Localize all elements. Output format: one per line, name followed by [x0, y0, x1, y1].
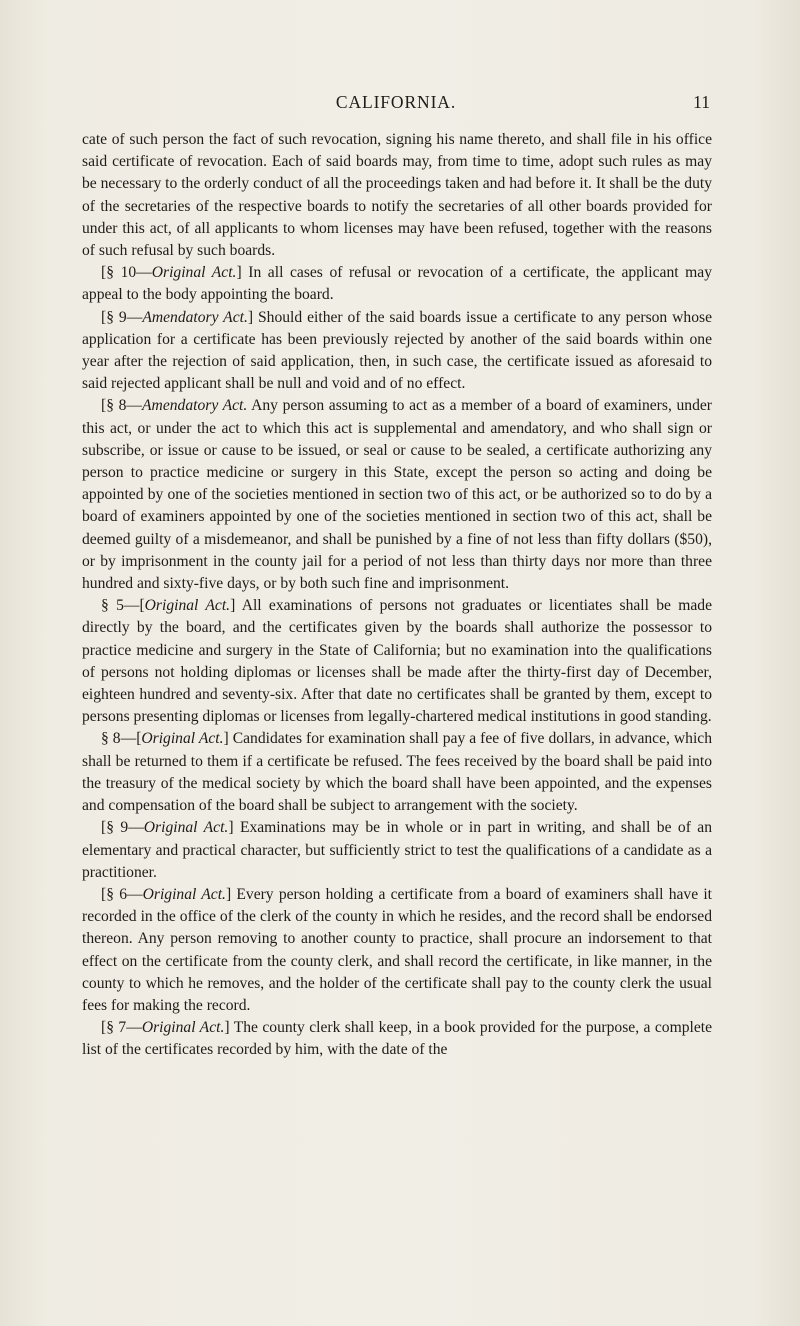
paragraph-section-10 [82, 262, 712, 306]
paragraph-text: Candidates for examination shall pay a fee of five dollars, in advance, which shall be returned to them if a certificate be refused. The fees received by the board shall be paid into the treasury of the medical society by which the board shall have been appointed, and the expenses and compensation of the board shall be subject to arrangement with the society. [82, 730, 713, 815]
paragraph-text: Every person holding a certificate from a board of examiners shall have it recorded in the office of the clerk of the county in which he resides, and the record shall be endorsed thereon. Any person removing to another county to practice, shall procure an indorsement to that effect on the certificate from the county clerk, and shall record the certificate, in like manner, in the county to which he removes, and the holder of the certificate shall pay to the county clerk the usual fees for making the record. [82, 885, 713, 1014]
section-reference: [§ 9—Original Act.] [101, 819, 234, 837]
paragraph-text: cate of such person the fact of such revocation, signing his name thereto, and shall file in his office said certificate of revocation. Each of said boards may, from time to time, adopt such rules as may be necessary to the orderly conduct of all the proceedings taken and had before it. It shall be the duty of the secretaries of the respective boards to notify the secretaries of all other boards provided for under this act, of all applicants to whom licenses may have been refused, together with the reasons of such refusal by such boards. [82, 131, 712, 260]
paragraph-section-9-original [82, 817, 712, 884]
act-label: Original Act. [141, 730, 224, 748]
body-text [82, 129, 712, 1062]
paragraph-text: Examinations may be in whole or in part in writing, and shall be of an elementary and practical character, but sufficiently strict to test the qualifications of a candidate as a practitioner. [82, 819, 713, 881]
act-label: Original Act. [143, 819, 229, 837]
paragraph-section-8-amendatory [82, 395, 712, 595]
paragraph-section-9-amendatory [82, 307, 712, 396]
paragraph-text: The county clerk shall keep, in a book provided for the purpose, a complete list of the certificates recorded by him, with the date of the [82, 1019, 713, 1059]
act-label: Amendatory Act. [142, 308, 248, 326]
act-label: Original Act. [144, 597, 231, 615]
section-reference: [§ 8—Amendatory Act. [101, 397, 248, 415]
paragraph-text: Any person assuming to act as a member of a board of examiners, under this act, or under the act to which this act is supplemental and amendatory, and who shall sign or subscribe, or issue or cause to be issued, or seal or cause to be sealed, a certificate authorizing any person to practice medicine or surgery in this State, except the person so acting and doing be appointed by one of the societies mentioned in section two of this act, or be authorized so to do by a board of examiners appointed by one of the societies mentioned in section two of this act, shall be deemed guilty of a misdemeanor, and shall be punished by a fine of not less than fifty dollars ($50), or by imprisonment in the county jail for a period of not less than thirty days nor more than three hundred and sixty-five days, or by both such fine and imprisonment. [82, 397, 712, 593]
running-title: CALIFORNIA. [335, 92, 457, 112]
act-label: Original Act. [142, 885, 226, 903]
paragraph-section-6-original [82, 884, 712, 1017]
paragraph-text: All examinations of persons not graduates or licentiates shall be made directly by the board, and the certificates given by the boards shall authorize the possessor to practice medicine and surgery in the State of California; but no examination into the qualifications of persons not holding diplomas or licenses shall be made after the thirty-first day of December, eighteen hundred and seventy-six. After that date no certificates shall be granted by them, except to persons presenting diplomas or licenses from legally-chartered medical institutions in good standing. [82, 597, 713, 726]
section-reference: [§ 9—Amendatory Act.] [101, 308, 254, 326]
section-reference: § 5—[Original Act.] [101, 597, 236, 615]
paragraph-section-8-original [82, 728, 712, 817]
paragraph-continuation [82, 129, 712, 262]
act-label: Amendatory Act. [142, 397, 248, 415]
paragraph-section-7-original [82, 1017, 712, 1061]
paragraph-text: In all cases of refusal or revocation of a certificate, the applicant may appeal to the body appointing the board. [82, 264, 713, 304]
paragraph-text: Should either of the said boards issue a certificate to any person whose application for a certificate has been previously rejected by another of the said boards within one year after the rejection of said application, then, in such case, the certificate issued as aforesaid to said rejected applicant shall be null and void and of no effect. [82, 308, 712, 393]
section-reference: § 8—[Original Act.] [101, 730, 229, 748]
act-label: Original Act. [151, 264, 237, 282]
page-number: 11 [693, 92, 710, 112]
section-reference: [§ 6—Original Act.] [101, 885, 232, 903]
act-label: Original Act. [141, 1019, 225, 1037]
section-reference: [§ 10—Original Act.] [101, 264, 242, 282]
page-header [82, 92, 710, 116]
paragraph-section-5-original [82, 595, 712, 728]
section-reference: [§ 7—Original Act.] [101, 1019, 230, 1037]
